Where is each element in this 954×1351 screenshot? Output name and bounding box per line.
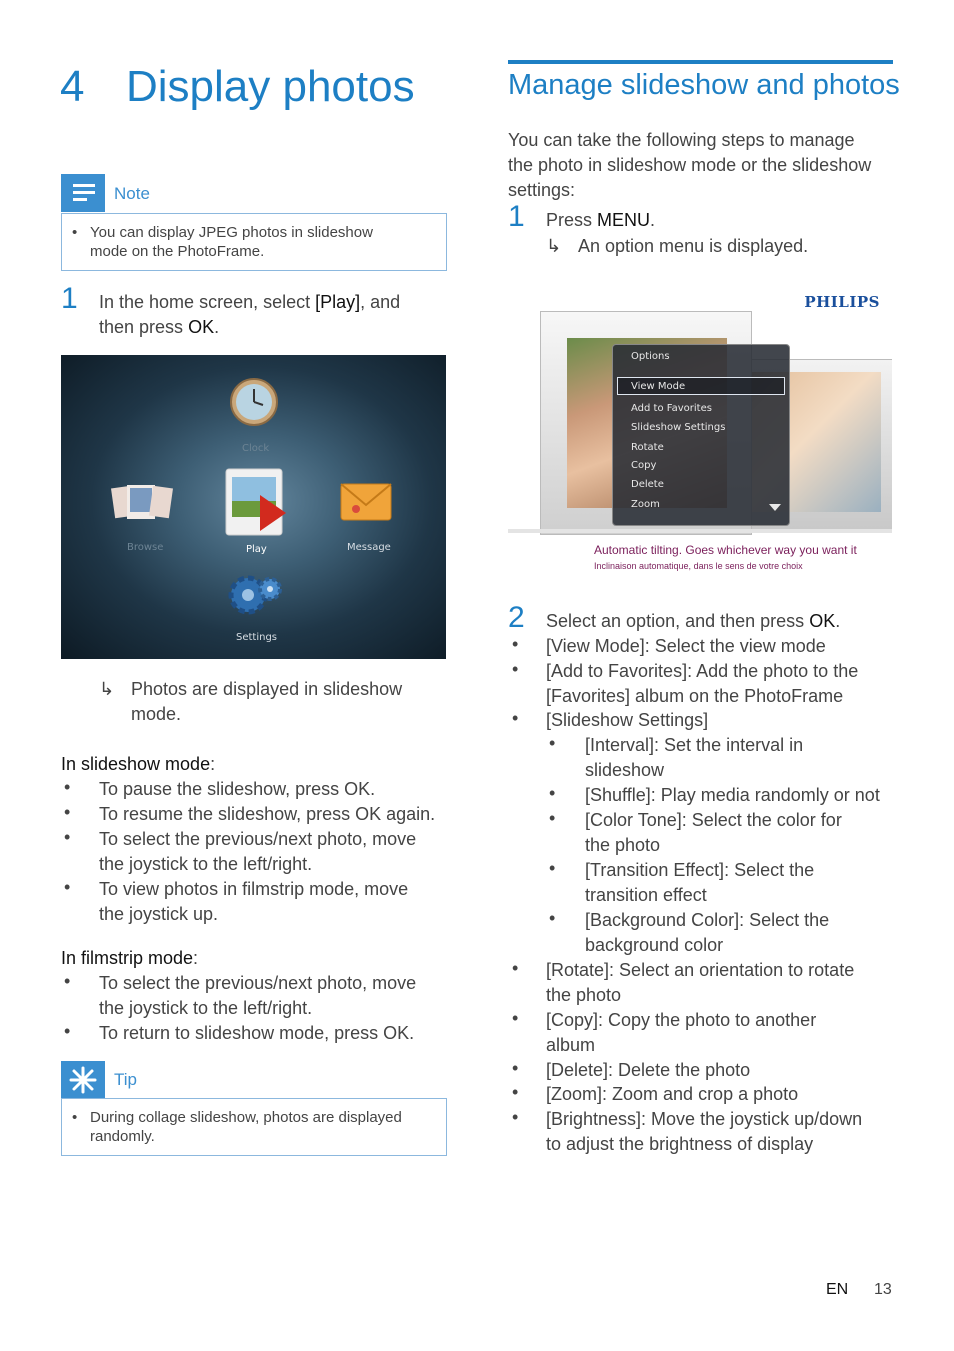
step-text: , and [360, 292, 401, 312]
option-desc: slideshow [585, 760, 665, 780]
chapter-number: 4 [60, 62, 85, 111]
heading-colon: : [193, 948, 199, 968]
option-desc: background color [585, 935, 724, 955]
section-rule [508, 60, 893, 64]
bullet: • [512, 708, 519, 728]
heading-colon: : [210, 754, 216, 774]
option-key: [Color Tone] [585, 810, 682, 830]
menu-item-delete[interactable]: Delete [631, 479, 664, 490]
bullet: • [512, 1107, 519, 1127]
chapter-title-text: Display photos [126, 62, 415, 111]
option-desc: : Select the color for [681, 810, 842, 830]
menu-key: MENU [597, 210, 651, 230]
bullet: • [64, 777, 71, 797]
bullet: • [64, 827, 71, 847]
tip-bullet: • [72, 1109, 78, 1126]
step-text: . [650, 210, 656, 230]
item-text: . [409, 1023, 415, 1043]
bullet: • [64, 971, 71, 991]
bullet: • [549, 908, 556, 928]
option-desc: : Play media randomly or not [650, 785, 880, 805]
list-item [99, 827, 416, 877]
option-desc: : Select the view mode [644, 636, 826, 656]
tip-icon [61, 1061, 105, 1099]
clock-icon [229, 377, 279, 432]
left-step-number: 1 [61, 282, 78, 315]
option-background-color [585, 908, 829, 958]
option-desc: the photo [546, 985, 622, 1005]
bullet: • [549, 783, 556, 803]
bullet: • [64, 877, 71, 897]
option-rotate [546, 958, 854, 1008]
option-desc: : Add the photo to the [687, 661, 859, 681]
list-item [99, 1021, 414, 1046]
step-text: then press [99, 317, 189, 337]
list-item [99, 802, 435, 827]
option-key: [Shuffle] [585, 785, 651, 805]
item-line: To select the previous/next photo, move [99, 829, 417, 849]
option-key: [Slideshow Settings] [546, 710, 709, 730]
options-menu-image [508, 281, 892, 581]
bullet: • [512, 659, 519, 679]
item-line: To view photos in filmstrip mode, move [99, 879, 409, 899]
option-desc: to adjust the brightness of display [546, 1134, 814, 1154]
item-line: To select the previous/next photo, move [99, 973, 417, 993]
bullet: • [512, 958, 519, 978]
note-icon [61, 174, 105, 212]
tip-text-line2: randomly. [90, 1128, 155, 1145]
option-desc: : Select an orientation to rotate [609, 960, 855, 980]
option-view-mode [546, 634, 826, 659]
footer-language: EN [826, 1281, 849, 1298]
item-text: To pause the slideshow, press [99, 779, 345, 799]
slideshow-mode-heading [61, 752, 215, 777]
frame-shadow [508, 529, 892, 533]
option-transition-effect [585, 858, 814, 908]
intro-colon: : [570, 180, 576, 200]
section-heading: Manage slideshow and photos [508, 69, 900, 101]
bullet: • [549, 808, 556, 828]
step-text: In the home screen, select [99, 292, 316, 312]
menu-scroll-down-icon[interactable] [769, 499, 781, 517]
option-desc: the photo [585, 835, 661, 855]
bullet: • [549, 733, 556, 753]
list-item [99, 971, 416, 1021]
left-step-text [99, 290, 444, 340]
step-text: Select an option, and then press [546, 611, 810, 631]
option-slideshow-settings [546, 708, 708, 733]
list-item [99, 877, 408, 927]
note-bullet: • [72, 224, 78, 241]
ok-key: OK [383, 1023, 410, 1043]
play-key: [Play] [315, 292, 361, 312]
bullet: • [512, 1008, 519, 1028]
ok-key: OK [355, 804, 382, 824]
option-key: [Add to Favorites] [546, 661, 688, 681]
item-text: To return to slideshow mode, press [99, 1023, 384, 1043]
right-step1-text [546, 208, 655, 233]
intro-line: the photo in slideshow mode or the slideshow [508, 155, 872, 175]
result-line: mode. [131, 704, 182, 724]
step1-result-arrow: ↳ [546, 236, 562, 256]
step-text: Press [546, 210, 598, 230]
bullet: • [64, 1021, 71, 1041]
settings-label: Settings [236, 632, 278, 643]
bullet: • [64, 802, 71, 822]
options-menu-panel [612, 344, 790, 526]
option-add-to-favorites [546, 659, 896, 709]
step-text: . [214, 317, 220, 337]
page-number: 13 [874, 1281, 892, 1298]
item-line: the joystick to the left/right. [99, 998, 313, 1018]
browse-icon [111, 483, 173, 528]
note-text-line1: You can display JPEG photos in slideshow [90, 224, 373, 241]
clock-label: Clock [242, 443, 270, 454]
option-desc: : Set the interval in [654, 735, 804, 755]
option-key: [Rotate] [546, 960, 610, 980]
item-text: To resume the slideshow, press [99, 804, 356, 824]
option-desc: : Delete the photo [608, 1060, 751, 1080]
section-intro [508, 128, 898, 203]
home-screen-image [61, 355, 446, 659]
option-key: [Interval] [585, 735, 655, 755]
note-label: Note [114, 184, 150, 203]
bullet: • [512, 634, 519, 654]
option-desc: : Select the [724, 860, 815, 880]
option-desc: album [546, 1035, 596, 1055]
menu-title: Options [631, 351, 670, 362]
play-label: Play [246, 544, 267, 555]
intro-line: settings [508, 180, 571, 200]
option-desc: : Select the [739, 910, 830, 930]
philips-logo: PHILIPS [804, 293, 880, 311]
option-delete [546, 1058, 750, 1083]
note-text-line2: mode on the PhotoFrame. [90, 243, 265, 260]
ok-key: OK [344, 779, 371, 799]
caption-fr: Inclinaison automatique, dans le sens de votre choix [594, 561, 803, 571]
option-key: [View Mode] [546, 636, 645, 656]
browse-label: Browse [127, 542, 164, 553]
option-copy [546, 1008, 816, 1058]
right-step2-text [546, 609, 840, 634]
ok-key: OK [188, 317, 215, 337]
settings-gear-icon [228, 569, 284, 626]
note-box [61, 213, 447, 271]
item-text: . [370, 779, 376, 799]
option-desc: album on the PhotoFrame [630, 686, 844, 706]
message-icon [340, 483, 392, 526]
option-desc: : Zoom and crop a photo [602, 1084, 799, 1104]
right-step1-number: 1 [508, 200, 525, 233]
tip-text-line1: During collage slideshow, photos are displayed [90, 1109, 402, 1126]
option-brightness [546, 1107, 862, 1157]
menu-item-rotate[interactable]: Rotate [631, 442, 664, 453]
chapter-title [60, 62, 415, 112]
step1-result-text: An option menu is displayed. [578, 236, 809, 256]
option-zoom [546, 1082, 798, 1107]
menu-item-add-to-favorites[interactable]: Add to Favorites [631, 403, 712, 414]
option-key: [Copy] [546, 1010, 599, 1030]
option-shuffle [585, 783, 880, 808]
menu-item-zoom[interactable]: Zoom [631, 499, 660, 510]
intro-line: You can take the following steps to manage [508, 130, 855, 150]
option-key: [Transition Effect] [585, 860, 725, 880]
bullet: • [512, 1058, 519, 1078]
right-step2-number: 2 [508, 601, 525, 634]
heading-text: In slideshow mode [61, 754, 211, 774]
ok-key: OK [809, 611, 836, 631]
option-desc: : Move the joystick up/down [641, 1109, 863, 1129]
tip-label: Tip [114, 1070, 137, 1089]
bullet: • [549, 858, 556, 878]
option-key: [Brightness] [546, 1109, 642, 1129]
item-line: the joystick up. [99, 904, 219, 924]
option-key: [Delete] [546, 1060, 609, 1080]
filmstrip-mode-heading [61, 946, 198, 971]
heading-text: In filmstrip mode [61, 948, 194, 968]
option-desc: transition effect [585, 885, 707, 905]
tip-box [61, 1098, 447, 1156]
option-key: [Background Color] [585, 910, 740, 930]
option-key: [Favorites] [546, 686, 631, 706]
result-line: Photos are displayed in slideshow [131, 679, 403, 699]
option-interval [585, 733, 803, 783]
item-text: again. [381, 804, 436, 824]
menu-item-copy[interactable]: Copy [631, 460, 657, 471]
list-item [99, 777, 375, 802]
result-text [131, 677, 441, 727]
step-text: . [835, 611, 841, 631]
item-line: the joystick to the left/right. [99, 854, 313, 874]
message-label: Message [347, 542, 391, 553]
caption-en: Automatic tilting. Goes whichever way you want it [594, 543, 857, 557]
option-color-tone [585, 808, 842, 858]
play-icon[interactable] [220, 465, 290, 546]
bullet: • [512, 1082, 519, 1102]
option-key: [Zoom] [546, 1084, 603, 1104]
result-arrow: ↳ [99, 679, 115, 699]
menu-item-view-mode[interactable]: View Mode [631, 381, 686, 392]
option-desc: : Copy the photo to another [598, 1010, 817, 1030]
menu-item-slideshow-settings[interactable]: Slideshow Settings [631, 422, 726, 433]
